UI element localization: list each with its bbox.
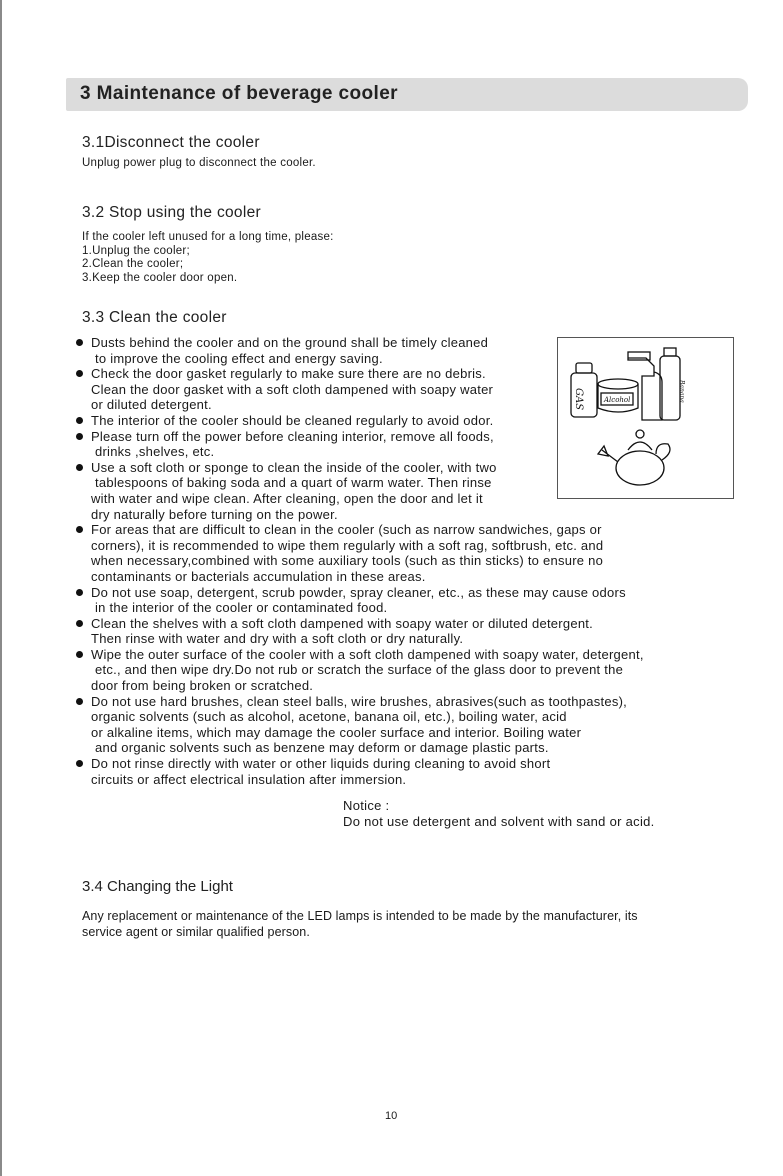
notice-text: Do not use detergent and solvent with sand or acid.: [343, 814, 655, 829]
list-item-cont: contaminants or bacterials accumulation in these areas.: [91, 568, 426, 584]
text-3-4: [82, 908, 722, 940]
list-item-cont: circuits or affect electrical insulation after immersion.: [91, 771, 407, 787]
list-item-cont: drinks ,shelves, etc.: [95, 444, 215, 460]
banana-oil-bottle-icon: [660, 356, 680, 420]
list-item: The interior of the cooler should be cleaned regularly to avoid odor.: [76, 413, 776, 429]
list-item: Clean the shelves with a soft cloth dampened with soapy water or diluted detergent.: [76, 616, 776, 632]
list-item-cont: etc., and then wipe dry.Do not rub or scratch the surface of the glass door to prevent the: [95, 662, 624, 678]
list-item: Use a soft cloth or sponge to clean the inside of the cooler, with two: [76, 460, 776, 476]
list-item: For areas that are difficult to clean in the cooler (such as narrow sandwiches, gaps or: [76, 522, 776, 538]
list-item-cont: to improve the cooling effect and energy saving.: [95, 350, 383, 366]
list-item: Check the door gasket regularly to make sure there are no debris.: [76, 366, 776, 382]
bullet-icon: [76, 433, 83, 440]
bullet-icon: [76, 526, 83, 533]
text-3-2-line: 1.Unplug the cooler;: [82, 244, 190, 257]
bullet-icon: [76, 589, 83, 596]
bullet-icon: [76, 698, 83, 705]
list-item-cont: and organic solvents such as benzene may deform or damage plastic parts.: [95, 740, 549, 756]
list-item-cont: dry naturally before turning on the power.: [91, 506, 338, 522]
teapot-icon: [616, 451, 664, 485]
text-3-2: [82, 231, 334, 285]
spray-bottle-icon: [628, 358, 662, 420]
bullet-icon: [76, 417, 83, 424]
text-3-4-line: service agent or similar qualified person.: [82, 925, 310, 939]
alcohol-label: Alcohol: [604, 396, 631, 404]
text-3-2-line: 2.Clean the cooler;: [82, 258, 184, 270]
bullet-icon: [76, 620, 83, 627]
list-item-cont: or diluted detergent.: [91, 397, 212, 413]
section-title: 3 Maintenance of beverage cooler: [80, 83, 398, 104]
list-item-cont: Clean the door gasket with a soft cloth dampened with soapy water: [91, 381, 494, 397]
bullet-icon: [76, 464, 83, 471]
page-number: 10: [385, 1110, 398, 1122]
notice-block: [343, 798, 655, 830]
text-3-2-line: If the cooler left unused for a long time, please:: [82, 231, 334, 243]
heading-3-3: 3.3 Clean the cooler: [82, 309, 227, 326]
list-item-cont: when necessary,combined with some auxiliary tools (such as thin sticks) to ensure no: [91, 553, 604, 569]
cleaning-products-illustration: [557, 337, 734, 499]
list-item: Do not use hard brushes, clean steel balls, wire brushes, abrasives(such as toothpastes),: [76, 694, 776, 710]
list-item: Do not use soap, detergent, scrub powder, spray cleaner, etc., as these may cause odors: [76, 585, 776, 601]
cleaning-products-drawing: [558, 338, 733, 498]
list-item: Do not rinse directly with water or other liquids during cleaning to avoid short: [76, 756, 776, 772]
notice-label: Notice :: [343, 798, 390, 813]
text-3-4-line: Any replacement or maintenance of the LED lamps is intended to be made by the manufacturer, its: [82, 909, 638, 923]
list-item-cont: corners), it is recommended to wipe them regularly with a soft rag, softbrush, etc. and: [91, 537, 604, 553]
list-item: Dusts behind the cooler and on the ground shall be timely cleaned: [76, 335, 776, 351]
alcohol-jar-icon: [598, 379, 638, 389]
list-item-cont: in the interior of the cooler or contaminated food.: [95, 600, 388, 616]
list-item: Wipe the outer surface of the cooler with a soft cloth dampened with soapy water, detergent,: [76, 647, 776, 663]
text-3-1-line: Unplug power plug to disconnect the cooler.: [82, 157, 316, 169]
bullet-icon: [76, 760, 83, 767]
list-item-cont: tablespoons of baking soda and a quart of warm water. Then rinse: [95, 475, 492, 491]
heading-3-1: 3.1Disconnect the cooler: [82, 134, 260, 151]
list-item-cont: Then rinse with water and dry with a soft cloth or dry naturally.: [91, 631, 464, 647]
gas-label: GAS: [573, 388, 584, 411]
bullet-icon: [76, 339, 83, 346]
text-3-1: [82, 157, 316, 171]
bullet-icon: [76, 370, 83, 377]
heading-3-2: 3.2 Stop using the cooler: [82, 204, 261, 221]
page-left-rule: [0, 0, 2, 1176]
text-3-2-line: 3.Keep the cooler door open.: [82, 271, 238, 284]
list-item: Please turn off the power before cleaning interior, remove all foods,: [76, 429, 776, 445]
list-item-cont: organic solvents (such as alcohol, acetone, banana oil, etc.), boiling water, acid: [91, 709, 567, 725]
list-item-cont: with water and wipe clean. After cleaning, open the door and let it: [91, 490, 483, 506]
bullet-icon: [76, 651, 83, 658]
list-item-cont: or alkaline items, which may damage the cooler surface and interior. Boiling water: [91, 724, 582, 740]
list-item-cont: door from being broken or scratched.: [91, 678, 314, 694]
heading-3-4: 3.4 Changing the Light: [82, 878, 233, 895]
banana-label: Banana: [678, 380, 685, 403]
